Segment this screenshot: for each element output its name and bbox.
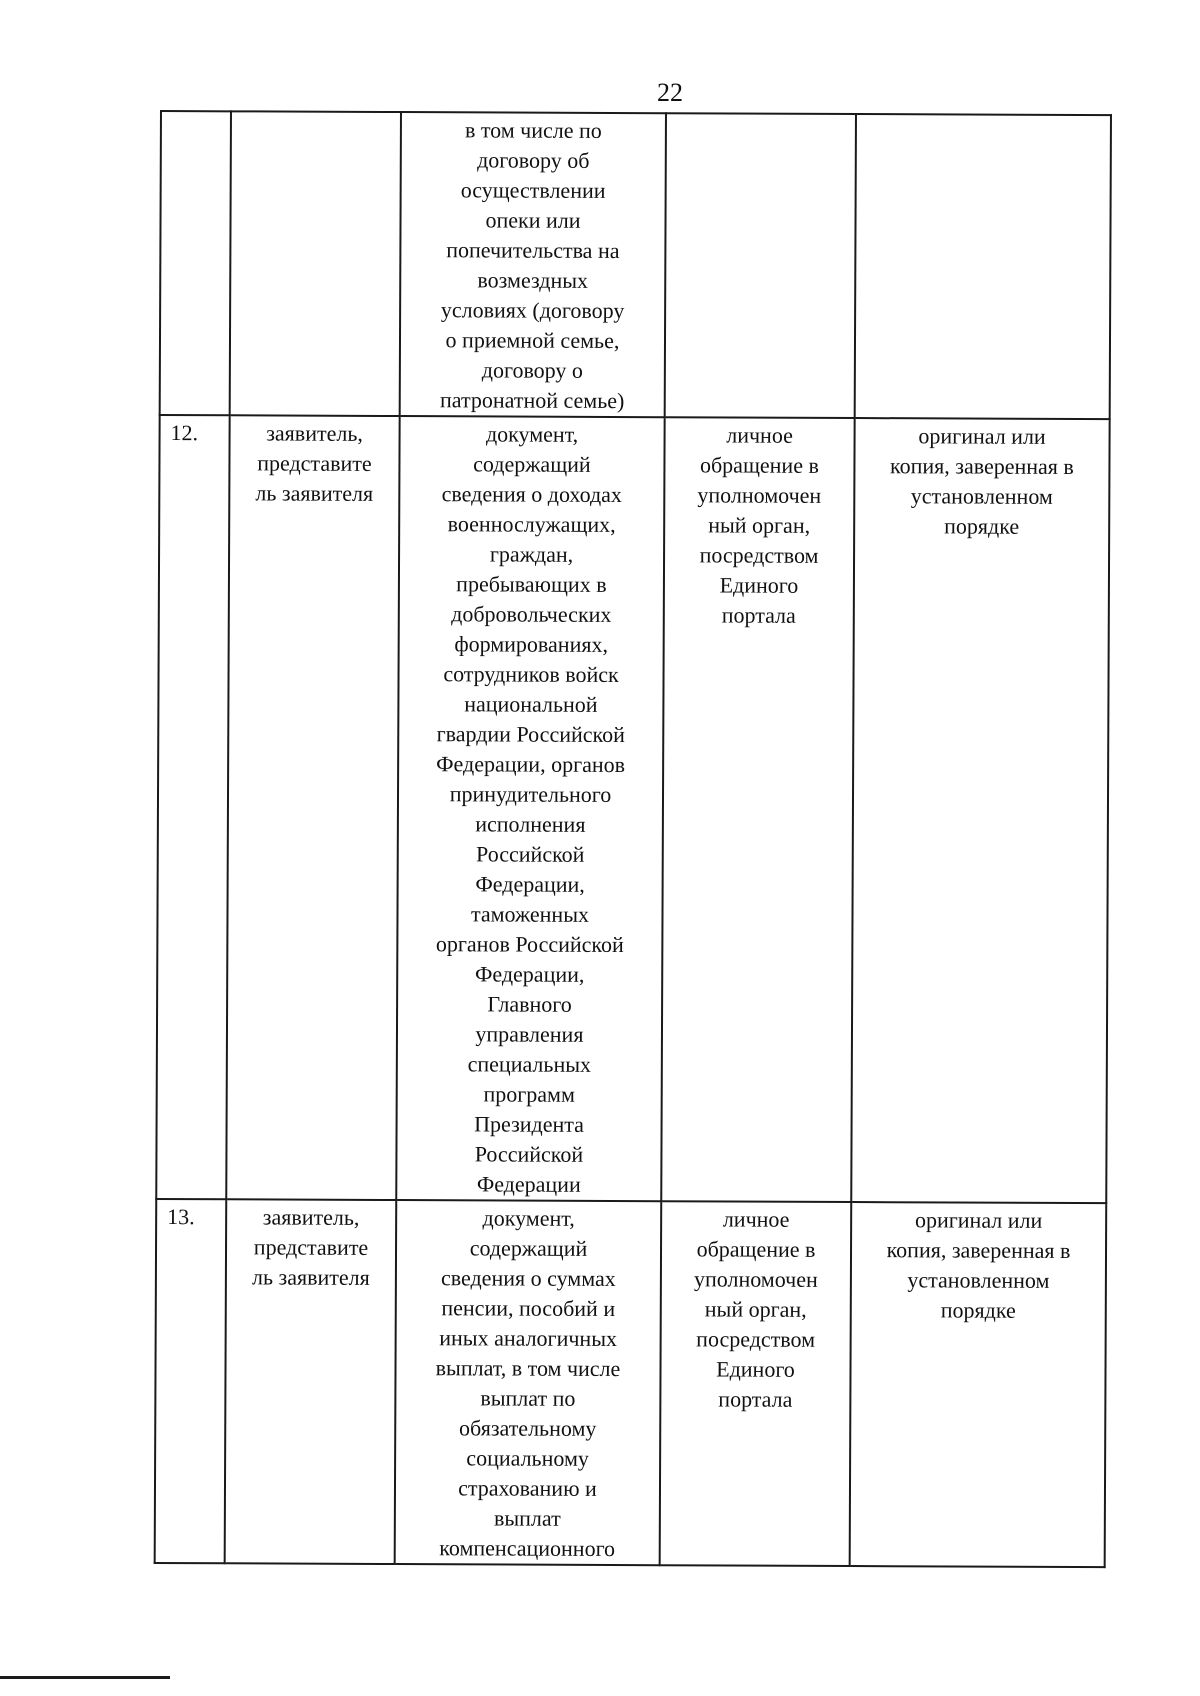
applicant-text: заявитель, представите ль заявителя: [255, 420, 374, 506]
form-cell: [855, 114, 1111, 419]
form-cell: [850, 1202, 1107, 1567]
form-text: оригинал или копия, заверенная в установленном порядке: [886, 1207, 1071, 1323]
form-text: [863, 117, 1104, 118]
row-number-cell: [160, 111, 231, 415]
page-number: 22: [657, 78, 683, 107]
document-cell: [395, 1200, 662, 1565]
documents-table: [154, 110, 1112, 1568]
method-text: [673, 116, 849, 117]
applicant-cell: [225, 1199, 397, 1564]
document-cell: [396, 416, 664, 1201]
document-text: документ, содержащий сведения о доходах военнослужащих, граждан, пребывающих в добровольческих формированиях, сотрудников войск национальной гвардии Российской Федерации, органов принудительного исполнения Российской Федерации, таможенных органов Российской Федерации, Главного управления специальных программ Президента Российской Федерации: [435, 421, 626, 1197]
method-cell: [660, 1201, 852, 1566]
row-number-cell: [155, 1199, 227, 1563]
method-cell: [665, 113, 856, 418]
scan-edge-line: [0, 1676, 170, 1679]
table-row: [156, 415, 1109, 1203]
applicant-text: заявитель, представите ль заявителя: [251, 1204, 370, 1290]
applicant-cell: [230, 111, 401, 416]
applicant-text: [238, 114, 394, 115]
table-row: [155, 1199, 1107, 1567]
method-text: личное обращение в уполномочен ный орган, посредством Единого портала: [693, 1206, 818, 1412]
row-number: 13.: [167, 1204, 195, 1230]
table-row: [160, 111, 1111, 419]
row-number: 12.: [170, 420, 199, 446]
method-cell: [661, 417, 854, 1202]
document-cell: [400, 112, 666, 417]
document-text: в том числе по договору об осуществлении опеки или попечительства на возмездных условиях (договору о приемной семье, договору о патронатной семье): [440, 117, 625, 414]
document-text: документ, содержащий сведения о суммах пенсии, пособий и иных аналогичных выплат, в том числе выплат по обязательному социальному страхованию и выплат компенсационного: [435, 1205, 621, 1561]
row-number-cell: [156, 415, 229, 1199]
form-text: оригинал или копия, заверенная в установленном порядке: [889, 423, 1074, 539]
form-cell: [851, 418, 1109, 1203]
applicant-cell: [226, 415, 399, 1200]
method-text: личное обращение в уполномочен ный орган, посредством Единого портала: [697, 422, 822, 628]
